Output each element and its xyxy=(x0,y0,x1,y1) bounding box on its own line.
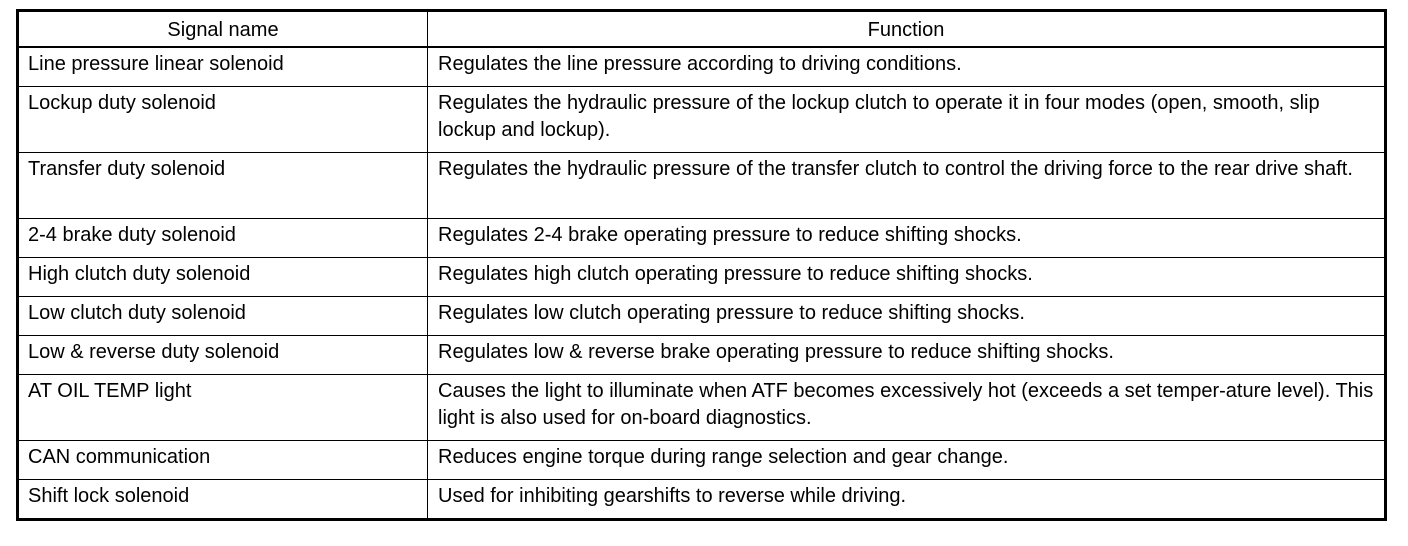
table-row xyxy=(18,153,1386,219)
signal-name-column-header: Signal name xyxy=(18,11,428,48)
function-cell: Regulates the hydraulic pressure of the transfer clutch to control the driving force to the rear drive shaft. xyxy=(428,153,1386,219)
function-column-header: Function xyxy=(428,11,1386,48)
signal-name-cell: AT OIL TEMP light xyxy=(18,375,428,441)
signal-name-cell: Low & reverse duty solenoid xyxy=(18,336,428,375)
function-cell: Regulates low & reverse brake operating pressure to reduce shifting shocks. xyxy=(428,336,1386,375)
table-row xyxy=(18,480,1386,520)
signal-name-cell: CAN communication xyxy=(18,441,428,480)
signal-name-cell: Line pressure linear solenoid xyxy=(18,47,428,87)
function-cell: Regulates high clutch operating pressure to reduce shifting shocks. xyxy=(428,258,1386,297)
table-row xyxy=(18,219,1386,258)
table-row xyxy=(18,87,1386,153)
function-cell: Regulates 2-4 brake operating pressure to reduce shifting shocks. xyxy=(428,219,1386,258)
table-row xyxy=(18,441,1386,480)
table-row xyxy=(18,47,1386,87)
signal-name-cell: High clutch duty solenoid xyxy=(18,258,428,297)
function-cell: Regulates the line pressure according to driving conditions. xyxy=(428,47,1386,87)
function-cell: Reduces engine torque during range selection and gear change. xyxy=(428,441,1386,480)
function-cell: Used for inhibiting gearshifts to reverse while driving. xyxy=(428,480,1386,520)
table-row xyxy=(18,375,1386,441)
table-row xyxy=(18,336,1386,375)
signal-name-cell: Lockup duty solenoid xyxy=(18,87,428,153)
signal-function-table-container xyxy=(16,9,1384,521)
signal-name-cell: Shift lock solenoid xyxy=(18,480,428,520)
signal-function-table xyxy=(16,9,1387,521)
signal-name-cell: Low clutch duty solenoid xyxy=(18,297,428,336)
signal-name-cell: 2-4 brake duty solenoid xyxy=(18,219,428,258)
signal-name-cell: Transfer duty solenoid xyxy=(18,153,428,219)
table-row xyxy=(18,297,1386,336)
function-cell: Regulates the hydraulic pressure of the lockup clutch to operate it in four modes (open, smooth, slip lockup and lockup). xyxy=(428,87,1386,153)
table-row xyxy=(18,258,1386,297)
function-cell: Causes the light to illuminate when ATF becomes excessively hot (exceeds a set temper-ature level). This light is also used for on-board diagnostics. xyxy=(428,375,1386,441)
function-cell: Regulates low clutch operating pressure to reduce shifting shocks. xyxy=(428,297,1386,336)
table-header-row xyxy=(18,11,1386,48)
